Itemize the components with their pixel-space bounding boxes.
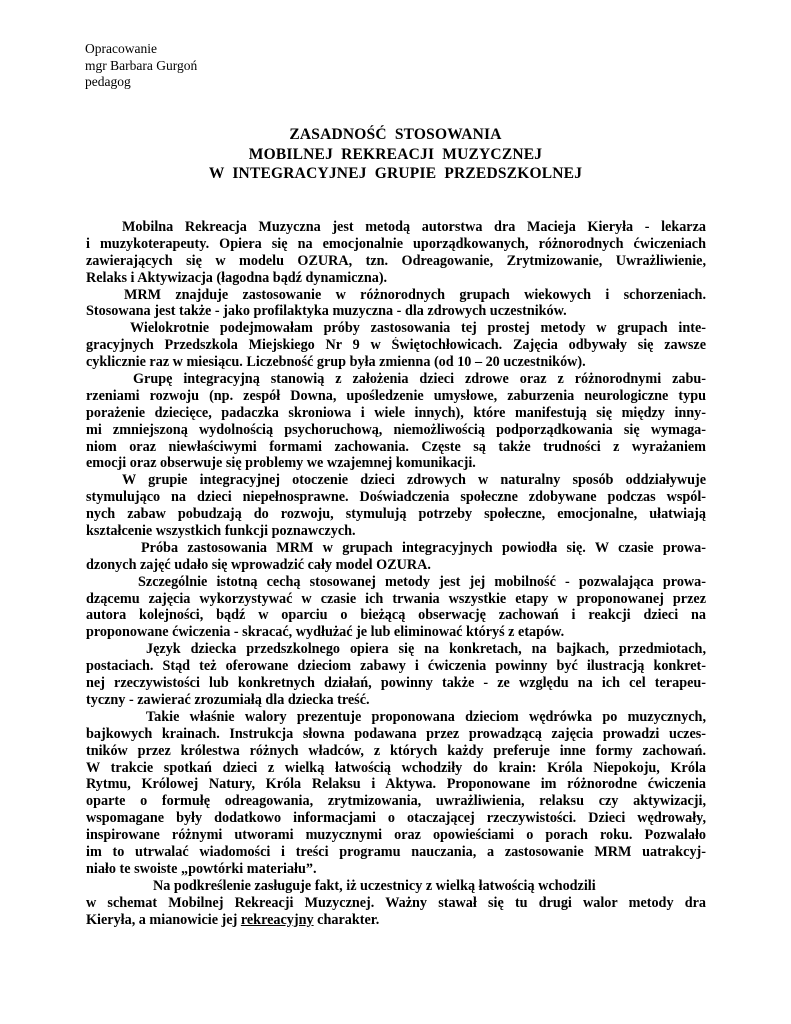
author-line: mgr Barbara Gurgoń <box>85 57 198 73</box>
text-line: wspomagane były dodatkowo informacjami o otaczającej rzeczywistości. Dzieci wędrowały, <box>86 810 706 827</box>
text-line: tników przez królestwa różnych władców, z których każdy preferuje inne formy zachowań. <box>86 742 706 759</box>
text-line: nych zabaw pobudzają do rozwoju, stymulują potrzeby społeczne, emocjonalne, ułatwiają <box>86 506 706 523</box>
text-line: kształcenie wszystkich funkcji poznawczych. <box>86 523 356 540</box>
document-title <box>0 125 791 184</box>
text-line: postaciach. Stąd też oferowane dzieciom zabawy i ćwiczenia powinny być ilustracją konkret- <box>86 658 706 675</box>
text-line: Relaks i Aktywizacja (łagodna bądź dynamiczna). <box>86 269 388 286</box>
text-line: W grupie integracyjnej otoczenie dzieci zdrowych w naturalny sposób oddziaływuje <box>122 472 706 489</box>
text-line: niało te swoiste „powtórki materiału”. <box>86 860 317 877</box>
text-line: Próba zastosowania MRM w grupach integracyjnych powiodła się. W czasie prowa- <box>141 539 706 556</box>
last-line-after: charakter. <box>313 911 380 928</box>
text-line: bajkowych krainach. Instrukcja słowna podawana przez prowadzącą zajęcia prowadzi uczes- <box>86 725 706 742</box>
text-line: proponowane ćwiczenia - skracać, wydłużać je lub eliminować któryś z etapów. <box>86 624 565 641</box>
text-line: porażenie dziecięce, padaczka skroniowa i wiele innych), które manifestują się między inny- <box>86 404 706 421</box>
text-line <box>86 912 706 929</box>
text-line: Rytmu, Królowej Natury, Króla Relaksu i Aktywa. Proponowane im różnorodne ćwiczenia <box>86 776 706 793</box>
author-line: pedagog <box>85 74 131 89</box>
text-line: Wielokrotnie podejmowałam próby zastosowania tej prostej metody w grupach inte- <box>130 320 706 337</box>
text-line: cyklicznie raz w miesiącu. Liczebność grup była zmienna (od 10 – 20 uczestników). <box>86 354 586 371</box>
text-line: Język dziecka przedszkolnego opiera się na konkretach, na bajkach, przedmiotach, <box>146 641 706 658</box>
text-line: zawierających się w modelu OZURA, tzn. Odreagowanie, Zrytmizowanie, Uwrażliwienie, <box>86 252 706 269</box>
text-line: stymulująco na dzieci niepełnosprawne. Doświadczenia społeczne zdobywane podczas wspól- <box>86 489 706 506</box>
text-line: oparte o formułę odreagowania, zrytmizowania, uwrażliwienia, relaksu czy aktywizacji, <box>86 793 706 810</box>
text-line: Na podkreślenie zasługuje fakt, iż uczestnicy z wielką łatwością wchodzili <box>153 877 596 894</box>
text-line: emocji oraz obserwuje się problemy we wzajemnej komunikacji. <box>86 455 476 472</box>
text-line: mi zmniejszoną wydolnością psychoruchową, niemożliwością podporządkowania się wymaga- <box>86 421 706 438</box>
text-line: nej rzeczywistości lub konkretnych działań, powinny także - ze względu na ich cel terapeu- <box>86 675 706 692</box>
text-line: W trakcie spotkań dzieci z wielką łatwością wchodziły do krain: Króla Niepokoju, Króla <box>86 759 706 776</box>
text-line: inspirowane różnymi utworami muzycznymi oraz opowieściami o porach roku. Pozwalało <box>86 827 706 844</box>
text-line: im to utrwalać wiadomości i treści programu nauczania, a zastosowanie MRM uatrakcyj- <box>86 843 706 860</box>
title-line: ZASADNOŚĆ STOSOWANIA <box>289 126 502 143</box>
text-line: tyczny - zawierać zrozumiałą dla dziecka treść. <box>86 691 370 708</box>
author-block <box>85 41 197 91</box>
text-line: i muzykoterapeuty. Opiera się na emocjonalnie uporządkowanych, różnorodnych ćwiczeniach <box>86 235 706 252</box>
text-line: Stosowana jest także - jako profilaktyka muzyczna - dla zdrowych uczestników. <box>86 303 567 320</box>
document-body <box>86 219 706 928</box>
last-line-before: Kieryła, a mianowicie jej <box>86 911 241 928</box>
text-line: niom oraz niewłaściwymi formami zachowania. Częste są także trudności z wyrażaniem <box>86 438 706 455</box>
author-line: Opracowanie <box>85 41 157 56</box>
title-line: MOBILNEJ REKREACJI MUZYCZNEJ <box>248 145 543 163</box>
text-line: gracyjnych Przedszkola Miejskiego Nr 9 w Świętochłowicach. Zajęcia odbywały się zawsze <box>86 337 706 354</box>
title-line: W INTEGRACYJNEJ GRUPIE PRZEDSZKOLNEJ <box>208 165 583 182</box>
text-line: dzącemu zajęcia wykorzystywać w czasie ich trwania wszystkie etapy w proponowanej przez <box>86 590 706 607</box>
text-line: Szczególnie istotną cechą stosowanej metody jest jej mobilność - pozwalająca prowa- <box>138 573 706 590</box>
text-line: Grupę integracyjną stanowią z założenia dzieci zdrowe oraz z różnorodnymi zabu- <box>133 371 706 388</box>
text-line: dzonych zajęć udało się wprowadzić cały model OZURA. <box>86 556 431 573</box>
text-line: w schemat Mobilnej Rekreacji Muzycznej. Ważny stawał się tu drugi walor metody dra <box>86 894 706 911</box>
text-line: rzeniami rozwoju (np. zespół Downa, upośledzenie umysłowe, zaburzenia neurologiczne typu <box>86 387 706 404</box>
underlined-word: rekreacyjny <box>240 911 314 928</box>
text-line: autora kolejności, bądź w oparciu o bieżącą obserwację zachowań i reakcji dzieci na <box>86 607 706 624</box>
text-line: Mobilna Rekreacja Muzyczna jest metodą autorstwa dra Macieja Kieryła - lekarza <box>122 219 706 235</box>
text-line: Takie właśnie walory prezentuje proponowana dzieciom wędrówka po muzycznych, <box>146 708 706 725</box>
text-line: MRM znajduje zastosowanie w różnorodnych grupach wiekowych i schorzeniach. <box>124 286 706 303</box>
